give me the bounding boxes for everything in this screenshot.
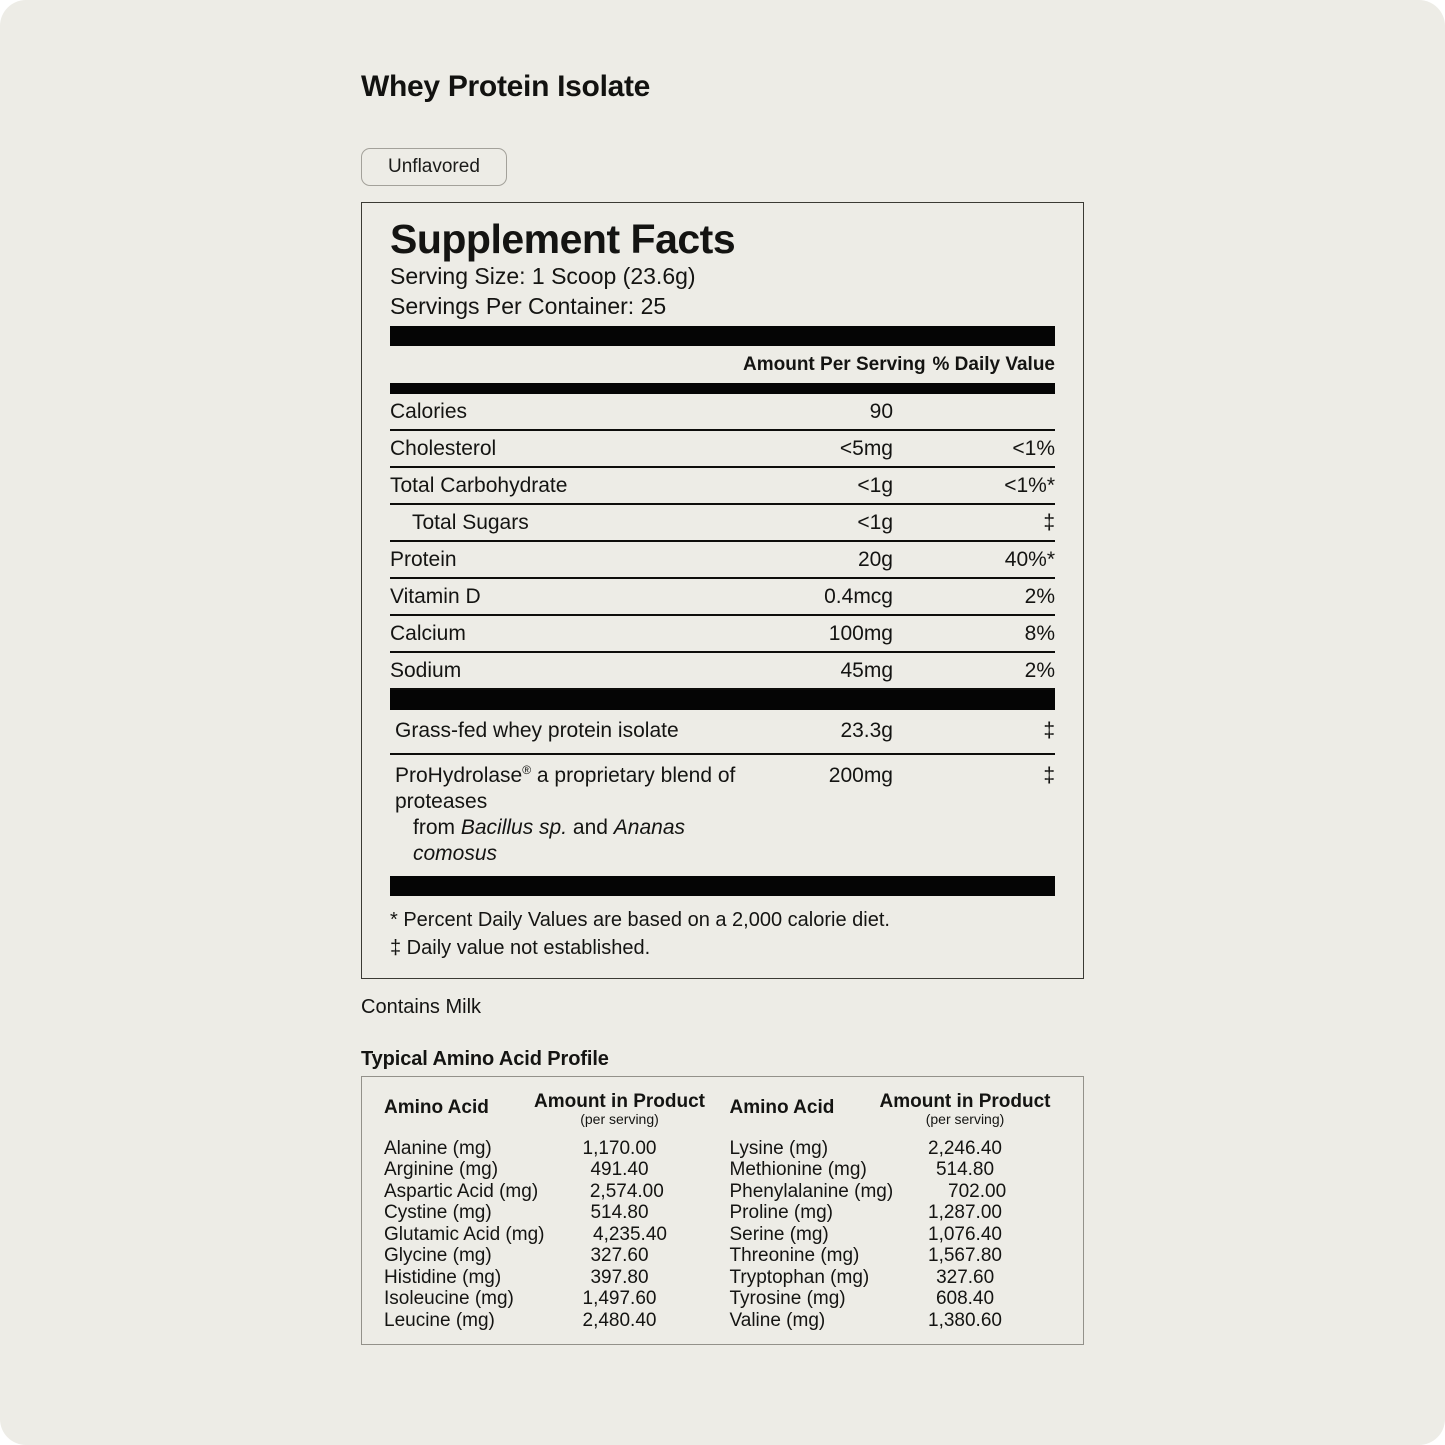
amino-value: 397.80 [590, 1266, 649, 1288]
footnote: * Percent Daily Values are based on a 2,000 calorie diet. [390, 909, 890, 932]
amino-row [384, 1138, 716, 1160]
amino-value: 702.00 [948, 1180, 1007, 1202]
amino-col-header-acid: Amino Acid [729, 1097, 835, 1119]
nutrient-amount: 90 [869, 399, 893, 423]
amino-row [730, 1310, 1062, 1332]
amino-name: Phenylalanine (mg) [729, 1180, 894, 1202]
amino-table-left [384, 1092, 716, 1331]
ingredient-name [390, 718, 743, 744]
nutrient-daily-value: 40%* [1004, 547, 1055, 571]
nutrient-daily-value: ‡ [1043, 510, 1055, 534]
amino-row [730, 1202, 1062, 1224]
nutrient-name: Sodium [390, 658, 462, 682]
amino-name: Cystine (mg) [384, 1202, 492, 1224]
amino-value: 1,567.80 [928, 1245, 1002, 1267]
nutrient-amount: <5mg [839, 436, 893, 460]
nutrient-name: Calcium [390, 621, 466, 645]
amino-value: 1,170.00 [582, 1137, 657, 1159]
divider-bar-bottom [390, 876, 1055, 896]
amino-table-right [730, 1092, 1062, 1331]
amino-col-header-amount [869, 1092, 1061, 1127]
amino-row [384, 1159, 716, 1181]
amino-name: Glycine (mg) [384, 1245, 492, 1267]
amino-row [730, 1159, 1062, 1181]
amino-row [384, 1267, 716, 1289]
ingredient-name-line: from Bacillus sp. and Ananas comosus [413, 816, 686, 866]
content-column [361, 0, 1084, 1345]
amino-row [384, 1310, 716, 1332]
nutrient-name: Total Sugars [412, 510, 529, 534]
nutrient-amount: <1g [857, 510, 893, 534]
supplement-facts-panel [361, 202, 1084, 979]
amino-row [730, 1245, 1062, 1267]
amino-name: Tryptophan (mg) [729, 1266, 870, 1288]
nutrient-daily-value: 2% [1024, 584, 1055, 608]
amino-name: Alanine (mg) [384, 1137, 492, 1159]
amino-row [384, 1224, 716, 1246]
amino-value: 2,246.40 [928, 1137, 1002, 1159]
amino-value: 514.80 [935, 1159, 995, 1181]
amino-col-header-amount-label: Amount in Product [534, 1091, 705, 1113]
amino-name: Leucine (mg) [384, 1309, 495, 1331]
amino-value: 327.60 [590, 1245, 649, 1267]
amino-name: Methionine (mg) [729, 1159, 867, 1181]
amino-row [384, 1288, 716, 1310]
nutrient-row [390, 505, 1055, 542]
amino-row [730, 1267, 1062, 1289]
column-header-daily-value: % Daily Value [932, 353, 1055, 375]
ingredient-name-line: Grass-fed whey protein isolate [395, 719, 679, 743]
nutrient-daily-value: <1% [1012, 436, 1055, 460]
amino-value: 4,235.40 [593, 1223, 667, 1245]
nutrient-name: Calories [390, 399, 468, 423]
amino-value: 608.40 [935, 1288, 995, 1310]
allergen-note: Contains Milk [361, 996, 482, 1019]
facts-header-row [390, 346, 1055, 383]
nutrient-daily-value: 8% [1024, 621, 1055, 645]
amino-name: Lysine (mg) [729, 1137, 829, 1159]
amino-row [384, 1245, 716, 1267]
nutrient-row [390, 579, 1055, 616]
amino-rows-right [730, 1138, 1062, 1332]
ingredient-name-line: ProHydrolase® a proprietary blend of proteases [395, 763, 736, 814]
nutrient-row [390, 468, 1055, 505]
footnote: ‡ Daily value not established. [390, 937, 651, 960]
amino-row [730, 1224, 1062, 1246]
amino-value: 2,574.00 [589, 1180, 664, 1202]
supplement-facts-title: Supplement Facts [390, 216, 736, 262]
nutrient-row [390, 542, 1055, 579]
servings-per-container: Servings Per Container: 25 [390, 293, 667, 320]
amino-name: Aspartic Acid (mg) [384, 1180, 539, 1202]
serving-size: Serving Size: 1 Scoop (23.6g) [390, 263, 696, 290]
nutrient-row [390, 394, 1055, 431]
amino-col-header-per-serving: (per serving) [580, 1111, 659, 1128]
amino-value: 1,380.60 [928, 1309, 1002, 1331]
flavor-chip-label: Unflavored [388, 156, 480, 177]
column-header-amount-per-serving: Amount Per Serving [743, 353, 926, 375]
amino-name: Threonine (mg) [729, 1245, 860, 1267]
ingredient-daily-value: ‡ [1043, 764, 1055, 788]
flavor-chip-unflavored[interactable] [361, 148, 507, 186]
ingredient-amount: 200mg [828, 764, 893, 788]
nutrient-rows [390, 394, 1055, 690]
amino-value: 327.60 [936, 1266, 995, 1288]
amino-row [384, 1181, 716, 1203]
amino-acid-table [361, 1076, 1084, 1345]
nutrient-amount: 100mg [828, 621, 893, 645]
nutrient-amount: 20g [857, 547, 893, 571]
ingredient-row [390, 710, 1055, 755]
amino-name: Tyrosine (mg) [729, 1288, 846, 1310]
nutrient-name: Protein [390, 547, 457, 571]
ingredient-daily-value: ‡ [1043, 719, 1055, 743]
nutrient-row [390, 431, 1055, 468]
ingredient-rows [390, 710, 1055, 876]
nutrient-name: Total Carbohydrate [390, 473, 568, 497]
nutrient-amount: <1g [857, 473, 893, 497]
amino-profile-heading: Typical Amino Acid Profile [361, 1048, 609, 1071]
amino-value: 1,497.60 [582, 1288, 657, 1310]
amino-row [730, 1181, 1062, 1203]
amino-row [730, 1288, 1062, 1310]
amino-value: 514.80 [590, 1202, 649, 1224]
ingredient-amount: 23.3g [840, 719, 893, 743]
nutrient-row [390, 653, 1055, 690]
amino-value: 491.40 [590, 1159, 649, 1181]
amino-header-right [730, 1092, 1062, 1127]
amino-row [730, 1138, 1062, 1160]
amino-name: Proline (mg) [729, 1202, 833, 1224]
nutrient-daily-value: 2% [1024, 658, 1055, 682]
ingredient-row [390, 755, 1055, 876]
nutrient-name: Vitamin D [390, 584, 481, 608]
amino-value: 2,480.40 [582, 1309, 657, 1331]
amino-col-header-per-serving: (per serving) [925, 1111, 1005, 1128]
amino-row [384, 1202, 716, 1224]
divider-bar-middle [390, 690, 1055, 710]
ingredient-name [390, 763, 743, 867]
nutrient-amount: 0.4mcg [824, 584, 893, 608]
divider-bar-header [390, 383, 1055, 394]
amino-col-header-acid: Amino Acid [384, 1097, 489, 1119]
nutrient-daily-value: <1%* [1004, 473, 1055, 497]
divider-bar-top [390, 326, 1055, 346]
amino-rows-left [384, 1138, 716, 1332]
amino-name: Serine (mg) [729, 1223, 829, 1245]
amino-name: Histidine (mg) [384, 1266, 502, 1288]
amino-name: Glutamic Acid (mg) [384, 1223, 545, 1245]
amino-value: 1,287.00 [928, 1202, 1002, 1224]
nutrient-name: Cholesterol [390, 436, 497, 460]
nutrient-amount: 45mg [840, 658, 893, 682]
amino-header-left [384, 1092, 716, 1127]
footnotes [390, 896, 1055, 978]
page-title: Whey Protein Isolate [361, 70, 651, 103]
amino-name: Isoleucine (mg) [384, 1288, 514, 1310]
amino-value: 1,076.40 [928, 1223, 1002, 1245]
nutrient-row [390, 616, 1055, 653]
amino-col-header-amount [524, 1092, 716, 1127]
amino-name: Arginine (mg) [384, 1159, 499, 1181]
amino-name: Valine (mg) [729, 1309, 826, 1331]
amino-col-header-amount-label: Amount in Product [879, 1091, 1051, 1113]
